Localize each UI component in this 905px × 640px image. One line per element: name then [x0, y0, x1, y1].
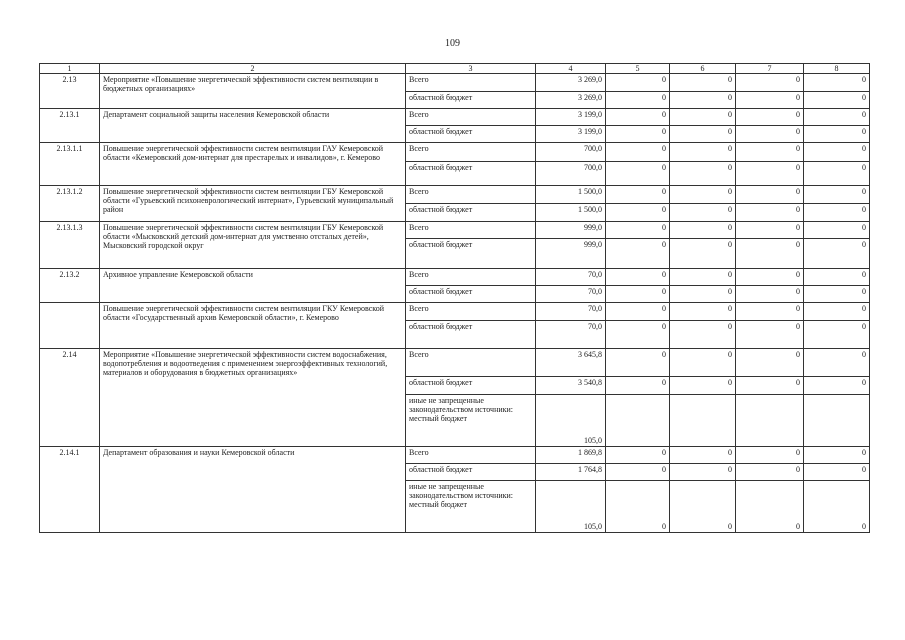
- amount-v7: 0: [736, 481, 804, 533]
- table-row: [40, 143, 870, 162]
- funding-source: Всего: [406, 74, 536, 92]
- item-name: Повышение энергетической эффективности систем вентиляции ГАУ Кемеровской области «Кемеровский дом-интернат для престарелых и инвалидов», г. Кемерово: [100, 143, 406, 186]
- amount-v5: 0: [606, 239, 670, 269]
- amount-v4: 70,0: [536, 303, 606, 321]
- amount-v8: 0: [804, 481, 870, 533]
- amount-v5: 0: [606, 186, 670, 204]
- item-name: Архивное управление Кемеровской области: [100, 269, 406, 303]
- item-code: 2.13.1: [40, 109, 100, 143]
- amount-v6: 0: [670, 481, 736, 533]
- amount-v5: 0: [606, 286, 670, 303]
- funding-source: иные не запрещенные законодательством источники: местный бюджет: [406, 395, 536, 447]
- funding-source: областной бюджет: [406, 377, 536, 395]
- amount-v6: 0: [670, 447, 736, 464]
- column-number: 6: [670, 64, 736, 74]
- funding-source: Всего: [406, 349, 536, 377]
- item-name: Мероприятие «Повышение энергетической эффективности систем водоснабжения, водопотребления и водоотведения с применением энергоэффективных технологий, материалов и оборудования в бюджетных организациях»: [100, 349, 406, 447]
- amount-v4: 70,0: [536, 321, 606, 349]
- funding-source: областной бюджет: [406, 321, 536, 349]
- amount-v4: 1 764,8: [536, 464, 606, 481]
- funding-source: иные не запрещенные законодательством источники: местный бюджет: [406, 481, 536, 533]
- amount-v4: 3 540,8: [536, 377, 606, 395]
- item-name: Повышение энергетической эффективности систем вентиляции ГБУ Кемеровской области «Гурьевский психоневрологический интернат», Гурьевский муниципальный район: [100, 186, 406, 222]
- amount-v4: 999,0: [536, 239, 606, 269]
- amount-v7: 0: [736, 349, 804, 377]
- amount-v8: 0: [804, 349, 870, 377]
- funding-source: Всего: [406, 186, 536, 204]
- amount-v5: 0: [606, 481, 670, 533]
- amount-v5: 0: [606, 204, 670, 222]
- amount-v6: 0: [670, 126, 736, 143]
- amount-v6: 0: [670, 464, 736, 481]
- column-number: 8: [804, 64, 870, 74]
- amount-v7: 0: [736, 269, 804, 286]
- amount-v8: 0: [804, 143, 870, 162]
- amount-v5: 0: [606, 143, 670, 162]
- amount-v8: 0: [804, 204, 870, 222]
- item-code: 2.13: [40, 74, 100, 109]
- table-row: [40, 74, 870, 92]
- amount-v5: 0: [606, 464, 670, 481]
- amount-v8: 0: [804, 377, 870, 395]
- amount-v8: [804, 395, 870, 447]
- funding-source: Всего: [406, 303, 536, 321]
- page-number: 109: [445, 38, 460, 49]
- amount-v4: 105,0: [536, 481, 606, 533]
- column-number: 3: [406, 64, 536, 74]
- amount-v7: 0: [736, 286, 804, 303]
- column-number: 5: [606, 64, 670, 74]
- amount-v4: 3 645,8: [536, 349, 606, 377]
- table-row: [40, 447, 870, 464]
- amount-v4: 1 500,0: [536, 186, 606, 204]
- amount-v6: 0: [670, 222, 736, 239]
- amount-v8: 0: [804, 239, 870, 269]
- amount-v4: 1 500,0: [536, 204, 606, 222]
- funding-source: Всего: [406, 143, 536, 162]
- amount-v6: 0: [670, 92, 736, 109]
- amount-v6: 0: [670, 186, 736, 204]
- amount-v7: 0: [736, 109, 804, 126]
- amount-v6: 0: [670, 303, 736, 321]
- amount-v6: 0: [670, 143, 736, 162]
- amount-v5: 0: [606, 222, 670, 239]
- table-body: [40, 64, 870, 533]
- amount-v5: 0: [606, 349, 670, 377]
- table-row: [40, 269, 870, 286]
- amount-v5: 0: [606, 447, 670, 464]
- amount-v7: [736, 395, 804, 447]
- amount-v6: 0: [670, 74, 736, 92]
- amount-v7: 0: [736, 222, 804, 239]
- amount-v7: 0: [736, 186, 804, 204]
- amount-v6: 0: [670, 204, 736, 222]
- item-code: 2.13.1.1: [40, 143, 100, 186]
- item-code: [40, 303, 100, 349]
- amount-v4: 105,0: [536, 395, 606, 447]
- amount-v6: 0: [670, 349, 736, 377]
- item-code: 2.13.1.3: [40, 222, 100, 269]
- funding-source: Всего: [406, 269, 536, 286]
- amount-v8: 0: [804, 286, 870, 303]
- amount-v5: [606, 395, 670, 447]
- amount-v5: 0: [606, 162, 670, 186]
- table-row: [40, 186, 870, 204]
- item-name: Департамент образования и науки Кемеровской области: [100, 447, 406, 533]
- item-code: 2.13.1.2: [40, 186, 100, 222]
- amount-v8: 0: [804, 74, 870, 92]
- amount-v7: 0: [736, 143, 804, 162]
- amount-v7: 0: [736, 126, 804, 143]
- amount-v6: 0: [670, 109, 736, 126]
- amount-v7: 0: [736, 303, 804, 321]
- table-row: [40, 349, 870, 377]
- amount-v4: 999,0: [536, 222, 606, 239]
- budget-table: [39, 63, 870, 533]
- amount-v6: 0: [670, 321, 736, 349]
- column-number: 4: [536, 64, 606, 74]
- table-row: [40, 109, 870, 126]
- item-code: 2.14: [40, 349, 100, 447]
- item-name: Повышение энергетической эффективности систем вентиляции ГКУ Кемеровской области «Государственный архив Кемеровской области», г. Кемерово: [100, 303, 406, 349]
- amount-v8: 0: [804, 92, 870, 109]
- amount-v5: 0: [606, 303, 670, 321]
- amount-v8: 0: [804, 464, 870, 481]
- item-code: 2.14.1: [40, 447, 100, 533]
- amount-v4: 3 269,0: [536, 74, 606, 92]
- funding-source: областной бюджет: [406, 239, 536, 269]
- item-name: Повышение энергетической эффективности систем вентиляции ГБУ Кемеровской области «Мысковский детский дом-интернат для умственно отсталых детей», Мысковский городской округ: [100, 222, 406, 269]
- table-row: [40, 222, 870, 239]
- funding-source: областной бюджет: [406, 162, 536, 186]
- amount-v4: 3 199,0: [536, 126, 606, 143]
- amount-v8: 0: [804, 109, 870, 126]
- amount-v6: 0: [670, 286, 736, 303]
- column-number: 2: [100, 64, 406, 74]
- column-number-row: [40, 64, 870, 74]
- amount-v7: 0: [736, 162, 804, 186]
- funding-source: областной бюджет: [406, 92, 536, 109]
- column-number: 7: [736, 64, 804, 74]
- column-number: 1: [40, 64, 100, 74]
- amount-v4: 700,0: [536, 162, 606, 186]
- amount-v7: 0: [736, 74, 804, 92]
- amount-v5: 0: [606, 126, 670, 143]
- amount-v7: 0: [736, 377, 804, 395]
- amount-v8: 0: [804, 447, 870, 464]
- amount-v8: 0: [804, 186, 870, 204]
- amount-v4: 700,0: [536, 143, 606, 162]
- amount-v8: 0: [804, 269, 870, 286]
- amount-v7: 0: [736, 239, 804, 269]
- table-row: [40, 303, 870, 321]
- amount-v8: 0: [804, 126, 870, 143]
- funding-source: Всего: [406, 447, 536, 464]
- amount-v7: 0: [736, 464, 804, 481]
- funding-source: областной бюджет: [406, 464, 536, 481]
- amount-v6: 0: [670, 269, 736, 286]
- amount-v7: 0: [736, 92, 804, 109]
- amount-v4: 70,0: [536, 269, 606, 286]
- amount-v4: 3 269,0: [536, 92, 606, 109]
- amount-v5: 0: [606, 377, 670, 395]
- amount-v8: 0: [804, 222, 870, 239]
- amount-v6: 0: [670, 162, 736, 186]
- amount-v5: 0: [606, 321, 670, 349]
- item-name: Департамент социальной защиты населения Кемеровской области: [100, 109, 406, 143]
- amount-v6: 0: [670, 377, 736, 395]
- amount-v6: 0: [670, 239, 736, 269]
- amount-v8: 0: [804, 303, 870, 321]
- amount-v5: 0: [606, 74, 670, 92]
- amount-v5: 0: [606, 92, 670, 109]
- amount-v8: 0: [804, 321, 870, 349]
- amount-v8: 0: [804, 162, 870, 186]
- amount-v6: [670, 395, 736, 447]
- amount-v4: 3 199,0: [536, 109, 606, 126]
- amount-v4: 70,0: [536, 286, 606, 303]
- funding-source: областной бюджет: [406, 204, 536, 222]
- amount-v5: 0: [606, 109, 670, 126]
- amount-v5: 0: [606, 269, 670, 286]
- funding-source: областной бюджет: [406, 126, 536, 143]
- amount-v7: 0: [736, 447, 804, 464]
- funding-source: Всего: [406, 109, 536, 126]
- amount-v7: 0: [736, 321, 804, 349]
- amount-v4: 1 869,8: [536, 447, 606, 464]
- item-code: 2.13.2: [40, 269, 100, 303]
- funding-source: Всего: [406, 222, 536, 239]
- item-name: Мероприятие «Повышение энергетической эффективности систем вентиляции в бюджетных организациях»: [100, 74, 406, 109]
- funding-source: областной бюджет: [406, 286, 536, 303]
- amount-v7: 0: [736, 204, 804, 222]
